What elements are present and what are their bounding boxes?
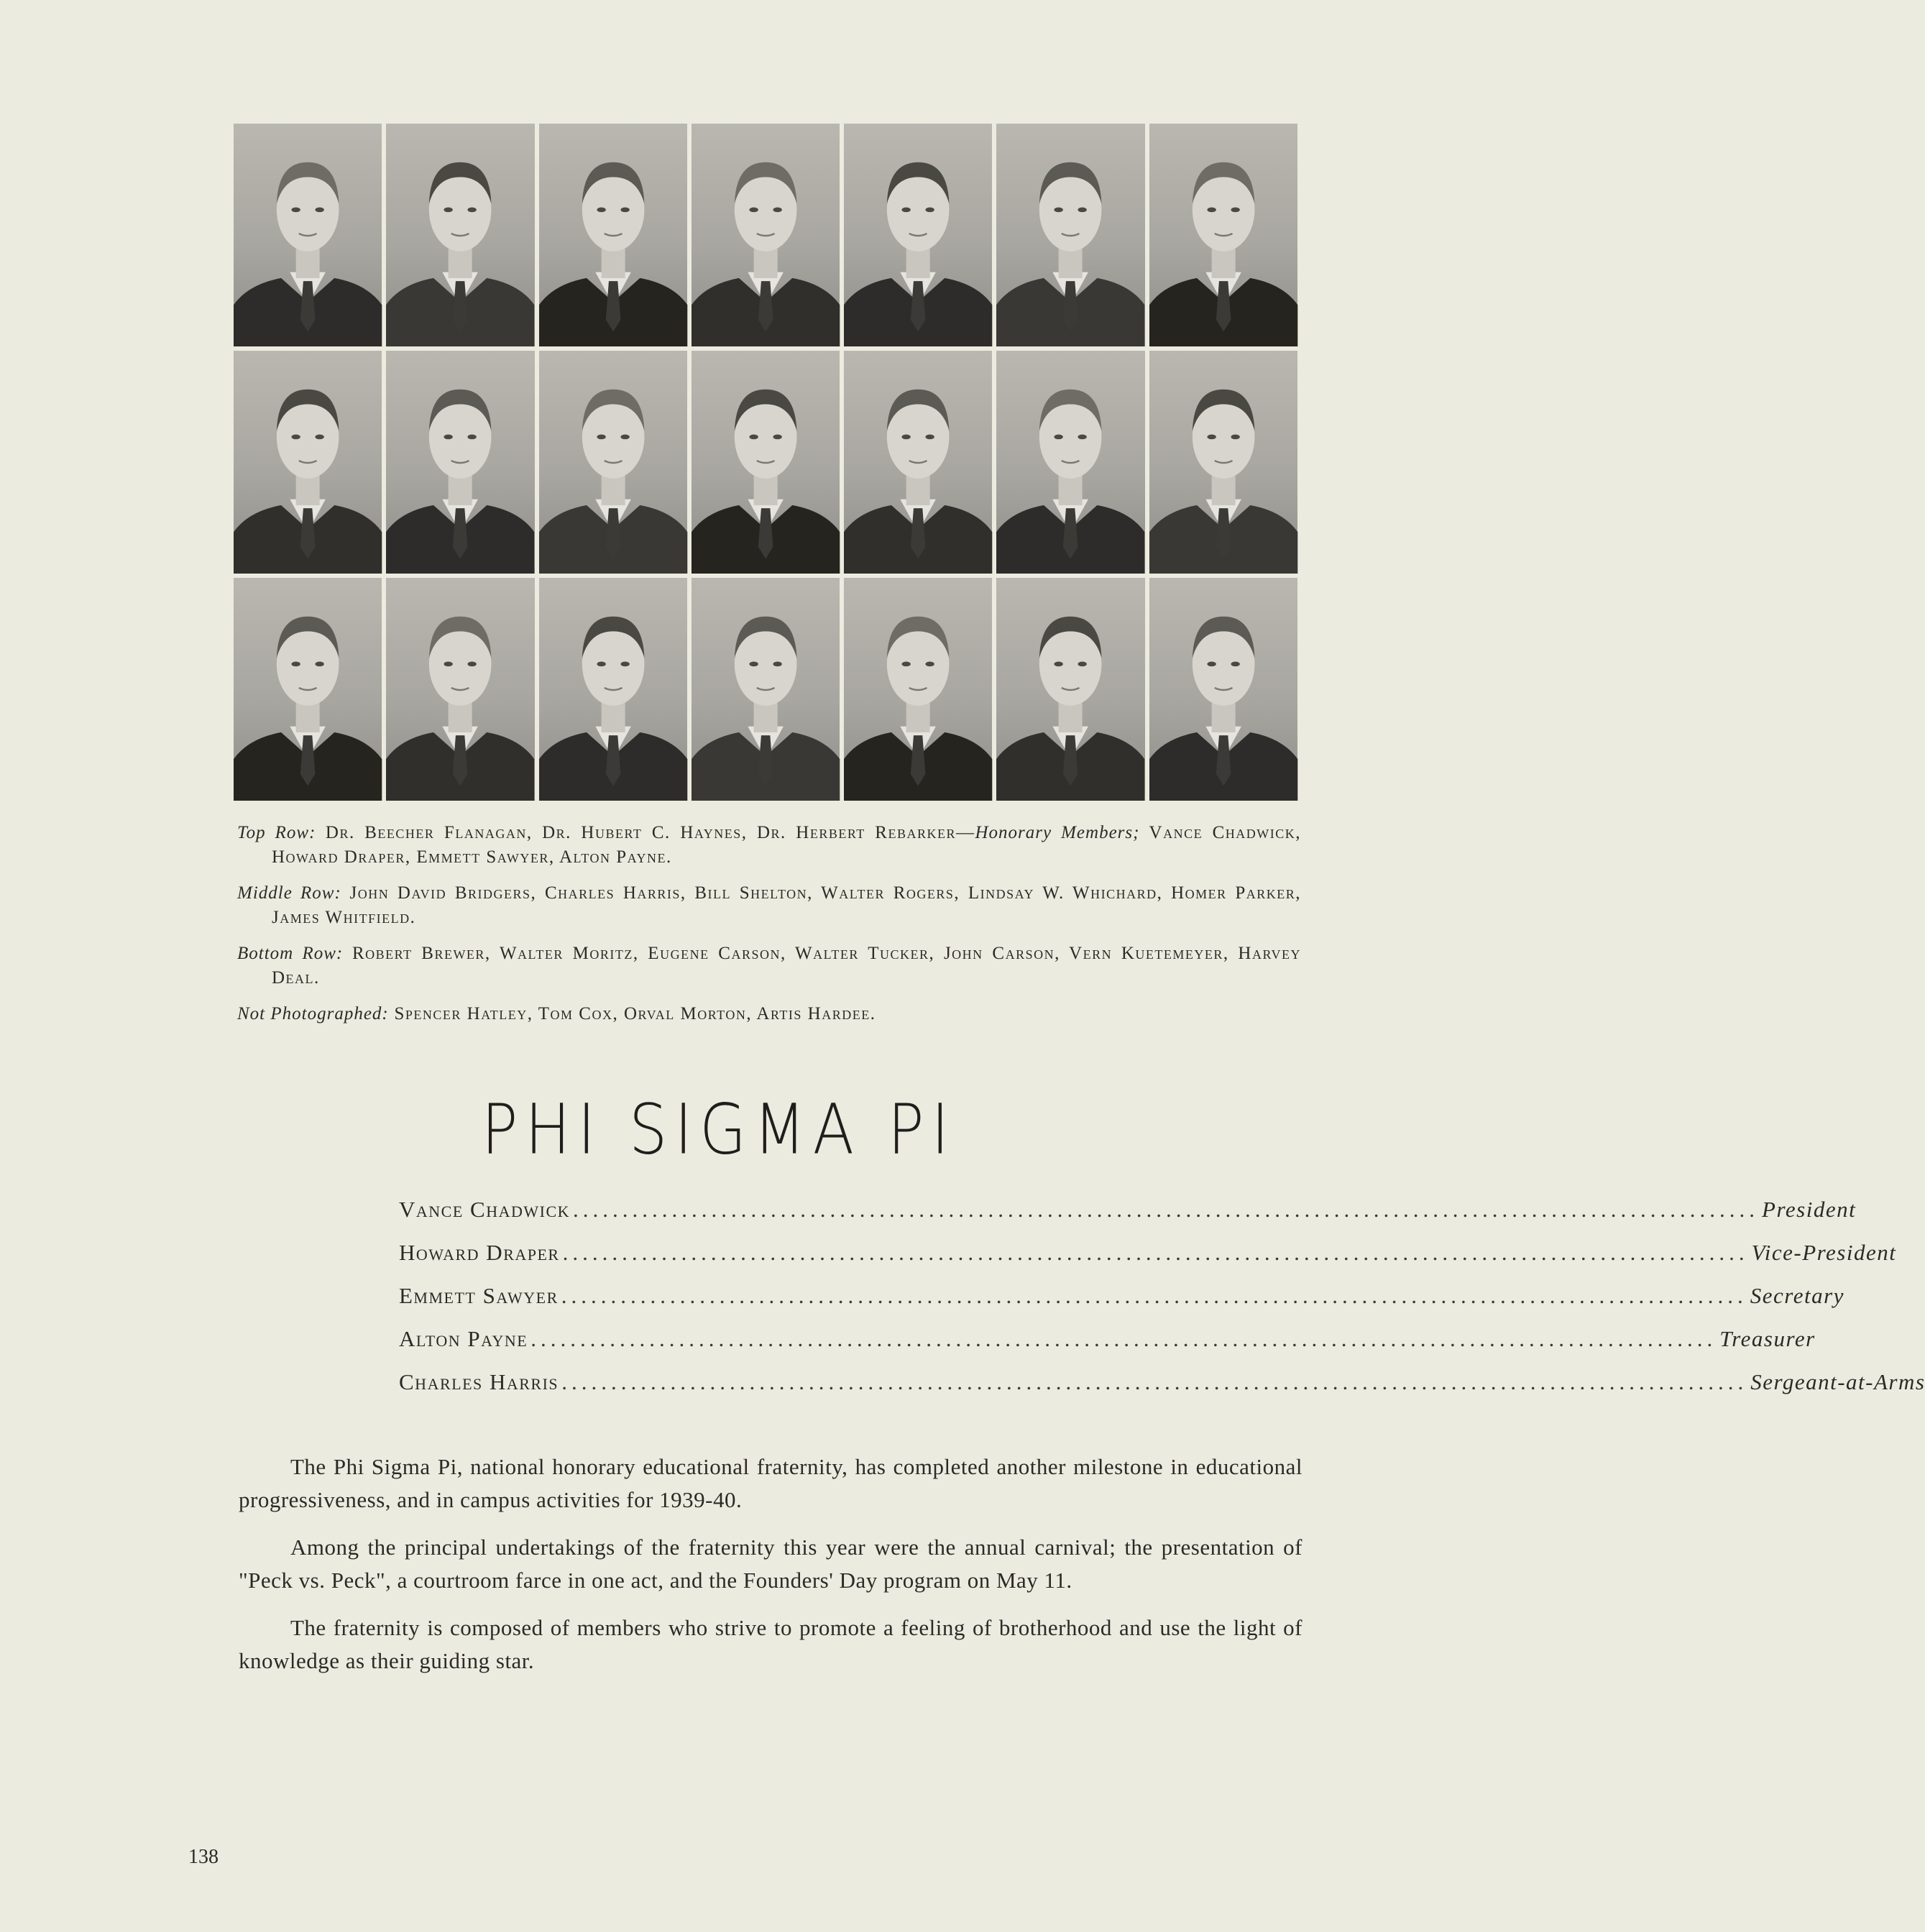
portrait-13 <box>996 351 1144 574</box>
caption-not-photographed <box>237 1002 1301 1026</box>
portrait-20 <box>996 578 1144 801</box>
dot-leader: ........................................................................................................................ <box>562 1240 1749 1265</box>
paragraph: The fraternity is composed of members who strive to promote a feeling of brotherhood and use the light of knowledge as their guiding star. <box>239 1615 1303 1673</box>
member-photo-grid <box>234 124 1297 801</box>
caption-label: Not Photographed: <box>237 1004 389 1024</box>
dot-leader: ........................................................................................................................ <box>530 1326 1717 1351</box>
caption-label: Middle Row: <box>237 883 341 903</box>
portrait-14 <box>1149 351 1297 574</box>
page-number: 138 <box>188 1846 219 1868</box>
portrait-19 <box>844 578 992 801</box>
officer-name: Howard Draper <box>399 1240 560 1265</box>
caption-label: Top Row: <box>237 823 316 842</box>
page-title: PHI SIGMA PI <box>481 1088 957 1170</box>
officer-title: Secretary <box>1750 1283 1844 1308</box>
portrait-7 <box>1149 124 1297 346</box>
officer-row <box>399 1197 1857 1240</box>
description-text <box>239 1450 1303 1692</box>
officer-name: Emmett Sawyer <box>399 1283 559 1308</box>
caption-bottom-row <box>237 942 1301 990</box>
caption-names: Robert Brewer, Walter Moritz, Eugene Carson, Walter Tucker, John Carson, Vern Kuetemeyer, Harvey Deal. <box>272 944 1301 988</box>
officer-row <box>399 1369 1925 1412</box>
officer-title: Vice-President <box>1751 1240 1897 1265</box>
paragraph: Among the principal undertakings of the fraternity this year were the annual carnival; the presentation of "Peck vs. Peck", a courtroom farce in one act, and the Founders' Day program on May 11. <box>239 1535 1303 1593</box>
officer-title: Sergeant-at-Arms <box>1750 1369 1925 1394</box>
caption-honorary: Honorary Members; <box>975 823 1140 842</box>
portrait-15 <box>234 578 382 801</box>
portrait-4 <box>692 124 840 346</box>
caption-names: Vance Chadwick, Howard Draper, Emmett Sawyer, Alton Payne. <box>272 823 1302 867</box>
portrait-2 <box>386 124 534 346</box>
portrait-8 <box>234 351 382 574</box>
portrait-12 <box>844 351 992 574</box>
officer-name: Vance Chadwick <box>399 1197 571 1222</box>
officer-row <box>399 1283 1844 1326</box>
portrait-5 <box>844 124 992 346</box>
portrait-3 <box>539 124 687 346</box>
caption-names: Dr. Beecher Flanagan, Dr. Hubert C. Haynes, Dr. Herbert Rebarker— <box>325 823 975 842</box>
officer-row <box>399 1240 1897 1283</box>
caption-label: Bottom Row: <box>237 944 344 963</box>
caption-names: John David Bridgers, Charles Harris, Bill Shelton, Walter Rogers, Lindsay W. Whichard, Homer Parker, James Whitfield. <box>272 883 1301 927</box>
portrait-11 <box>692 351 840 574</box>
portrait-16 <box>386 578 534 801</box>
officer-name: Alton Payne <box>399 1326 528 1351</box>
caption-top-row <box>237 821 1301 870</box>
portrait-18 <box>692 578 840 801</box>
officer-title: Treasurer <box>1719 1326 1816 1351</box>
dot-leader: ........................................................................................................................ <box>561 1369 1748 1394</box>
portrait-21 <box>1149 578 1297 801</box>
portrait-9 <box>386 351 534 574</box>
paragraph: The Phi Sigma Pi, national honorary educational fraternity, has completed another milestone in educational progressiveness, and in campus activities for 1939-40. <box>239 1454 1303 1512</box>
dot-leader: ........................................................................................................................ <box>573 1197 1760 1222</box>
photo-captions <box>237 821 1301 1038</box>
portrait-1 <box>234 124 382 346</box>
officer-title: President <box>1762 1197 1857 1222</box>
portrait-17 <box>539 578 687 801</box>
caption-middle-row <box>237 881 1301 930</box>
officer-name: Charles Harris <box>399 1369 559 1394</box>
portrait-10 <box>539 351 687 574</box>
caption-names: Spencer Hatley, Tom Cox, Orval Morton, Artis Hardee. <box>394 1004 876 1024</box>
portrait-6 <box>996 124 1144 346</box>
dot-leader: ........................................................................................................................ <box>561 1283 1747 1308</box>
officer-row <box>399 1326 1816 1369</box>
officer-list <box>399 1197 1925 1412</box>
